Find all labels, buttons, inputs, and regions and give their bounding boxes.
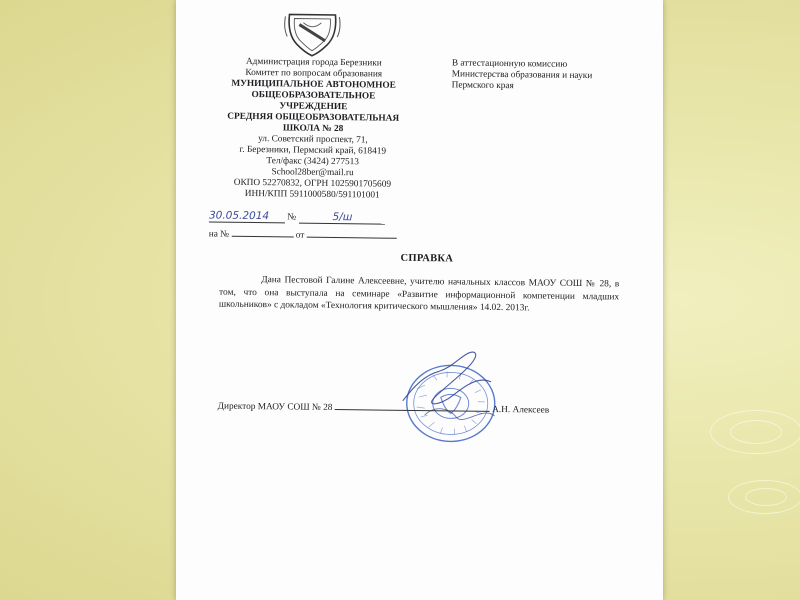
handwritten-number: 5/ш [298,212,384,225]
recipient-line: Министерства образования и науки [451,69,593,82]
signatory-position: Директор МАОУ СОШ № 28 [217,401,333,413]
document-title: СПРАВКА [400,252,454,265]
email-address: School28ber@mail.ru [271,167,354,179]
letterhead [197,56,429,202]
recipient-block [452,58,593,93]
letterhead-line: МУНИЦИПАЛЬНОЕ АВТОНОМНОЕ [231,78,396,91]
letterhead-line: Администрация города Березники [245,56,382,69]
background-ripple [728,480,800,514]
signatory-name: А.Н. Алексеев [492,404,550,416]
document-content [176,0,663,600]
letterhead-line: УЧРЕЖДЕНИЕ [279,101,348,113]
address-line: ул. Советский проспект, 71, [258,134,368,146]
handwritten-date: 30.05.2014 [209,210,285,223]
official-seal-stamp [394,345,515,451]
signature-line [218,400,550,417]
letterhead-line: ШКОЛА № 28 [282,123,344,135]
signature-blank [335,401,490,412]
letterhead-line: СРЕДНЯЯ ОБЩЕОБРАЗОВАТЕЛЬНАЯ [227,111,400,124]
reply-number-blank [231,228,293,238]
number-sign: № [287,212,297,223]
reply-from: от [295,230,305,241]
document-page [176,0,663,600]
certificate-body: Дана Пестовой Галине Алексеевне, учителю начальных классов МАОУ СОШ № 28, в том, что она выступала на семинаре «Развитие информационной компетенции младших школьников» с докладом «Технология критического мышления» 14.02. 2013г. [218,275,620,314]
reply-prefix: на № [208,229,230,240]
letterhead-line: ОБЩЕОБРАЗОВАТЕЛЬНОЕ [251,89,376,102]
inn-kpp: ИНН/КПП 5911000580/591101001 [244,188,380,201]
recipient-line: В аттестационную комиссию [451,58,568,70]
background-ripple [710,410,800,454]
reply-reference-line [209,227,397,242]
registration-line [209,210,385,224]
phone-fax: Тел/факс (3424) 277513 [266,156,360,168]
address-line: г. Березники, Пермский край, 618419 [239,144,387,157]
recipient-line: Пермского края [451,80,514,92]
reply-date-blank [307,229,397,239]
okpo-ogrn: ОКПО 52270832, ОГРН 1025901705609 [233,177,392,190]
letterhead-line: Комитет по вопросам образования [245,67,383,80]
coat-of-arms-emblem [283,10,342,59]
